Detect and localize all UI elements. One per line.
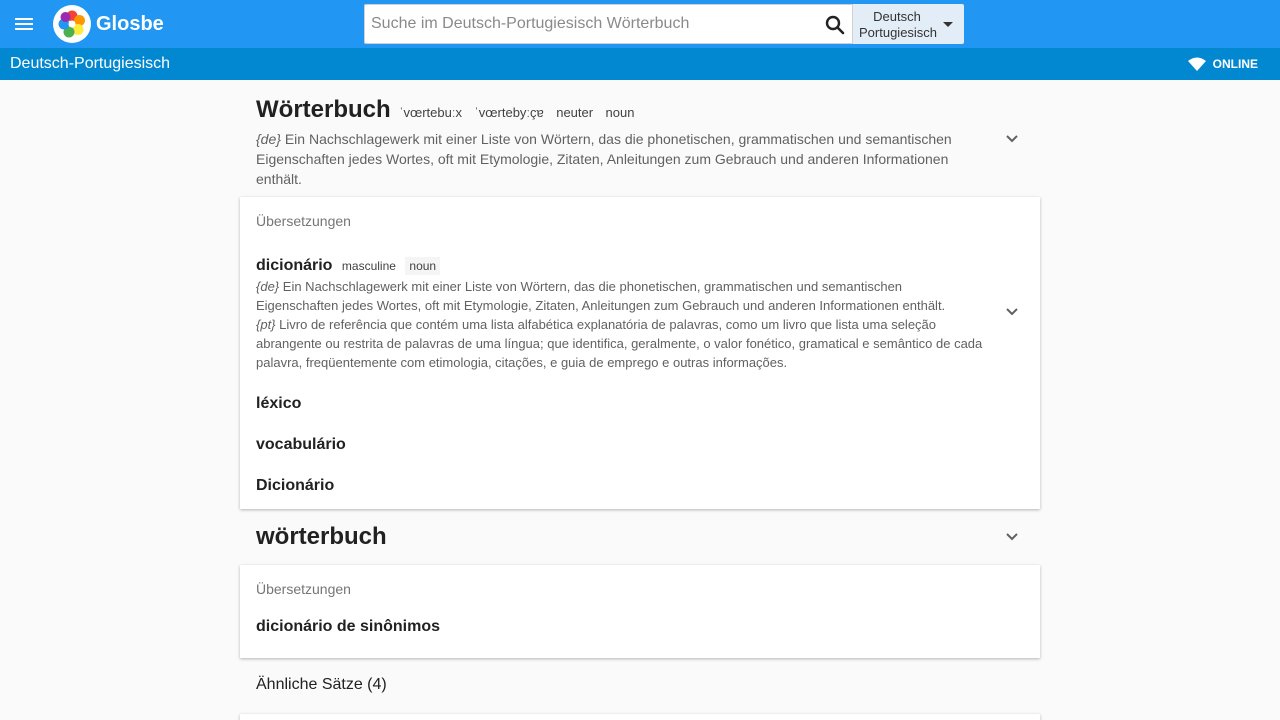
definition-lang: {de} bbox=[256, 131, 281, 147]
examples-card bbox=[240, 714, 1040, 720]
logo[interactable] bbox=[53, 5, 164, 43]
glosbe-logo-icon bbox=[53, 5, 91, 43]
translation-item[interactable] bbox=[240, 393, 1040, 415]
translations-label: Übersetzungen bbox=[256, 213, 351, 229]
search-icon[interactable] bbox=[823, 13, 847, 37]
pos-tag: noun bbox=[405, 257, 440, 275]
pronunciation: ˈvœrtebyːçɐ bbox=[474, 105, 544, 120]
translation-word: vocabulário bbox=[256, 436, 346, 453]
caret-down-icon bbox=[943, 22, 953, 27]
translation-item[interactable] bbox=[240, 475, 1040, 497]
gender-tag: masculine bbox=[341, 259, 396, 273]
translation-word: dicionário de sinônimos bbox=[256, 618, 441, 635]
top-app-bar bbox=[0, 0, 1280, 48]
entry-definition bbox=[256, 129, 984, 189]
app-name: Glosbe bbox=[96, 12, 164, 35]
entry-header bbox=[240, 509, 1040, 565]
translation-item[interactable] bbox=[240, 434, 1040, 456]
translation-word: léxico bbox=[256, 395, 302, 412]
search-input[interactable] bbox=[371, 5, 811, 43]
main-content bbox=[240, 80, 1040, 658]
chevron-down-icon[interactable] bbox=[1004, 528, 1020, 544]
online-status bbox=[1188, 57, 1258, 71]
translations-card bbox=[240, 197, 1040, 509]
translation-definition-de: {de} Ein Nachschlagewerk mit einer Liste von Wörtern, das die phonetischen, grammatischen und semantischen Eigenschaften jedes Wortes, oft mit Etymologie, Zitaten, Anleitungen zum Gebrauch und anderen Informationen enthält. bbox=[256, 279, 946, 313]
translation-definition-pt: {pt} Livro de referência que contém uma lista alfabética explanatória de palavras, como um livro que lista uma seleção abrangente ou restrita de palavras de uma língua; que identifica, geralmente, o valor fonético, gramatical e semântico de cada palavra, freqüentemente com etimologia, citações, e guia de emprego e outras informações. bbox=[256, 317, 983, 370]
pos-tag: noun bbox=[605, 105, 635, 120]
gender-tag: neuter bbox=[556, 105, 594, 120]
language-pair-title: Deutsch-Portugiesisch bbox=[10, 55, 171, 72]
translation-item[interactable] bbox=[240, 255, 1040, 372]
headword: Wörterbuch bbox=[256, 96, 391, 123]
chevron-down-icon[interactable] bbox=[1004, 130, 1020, 146]
language-select[interactable] bbox=[853, 4, 964, 44]
language-select-label: Deutsch Portugiesisch bbox=[859, 9, 938, 40]
translations-card bbox=[240, 565, 1040, 658]
headword: wörterbuch bbox=[256, 523, 387, 550]
translation-word: Dicionário bbox=[256, 477, 335, 494]
wifi-icon bbox=[1188, 57, 1206, 71]
translation-item[interactable] bbox=[240, 616, 1040, 638]
search-box bbox=[364, 4, 853, 44]
translation-word: dicionário bbox=[256, 257, 333, 274]
entry-header bbox=[240, 80, 1040, 197]
language-pair-bar bbox=[0, 48, 1280, 80]
definition-text: Ein Nachschlagewerk mit einer Liste von Wörtern, das die phonetischen, grammatischen und semantischen Eigenschaften jedes Wortes, oft mit Etymologie, Zitaten, Anleitungen zum Gebrauch und anderen Informationen enthält. bbox=[256, 131, 952, 187]
similar-sentences-link[interactable]: Ähnliche Sätze (4) bbox=[256, 676, 387, 693]
online-status-label: ONLINE bbox=[1212, 57, 1258, 71]
translations-label: Übersetzungen bbox=[256, 581, 351, 597]
menu-icon[interactable] bbox=[12, 12, 36, 36]
pronunciation: ˈvœrtebuːx bbox=[399, 105, 462, 120]
chevron-down-icon[interactable] bbox=[1004, 303, 1020, 319]
